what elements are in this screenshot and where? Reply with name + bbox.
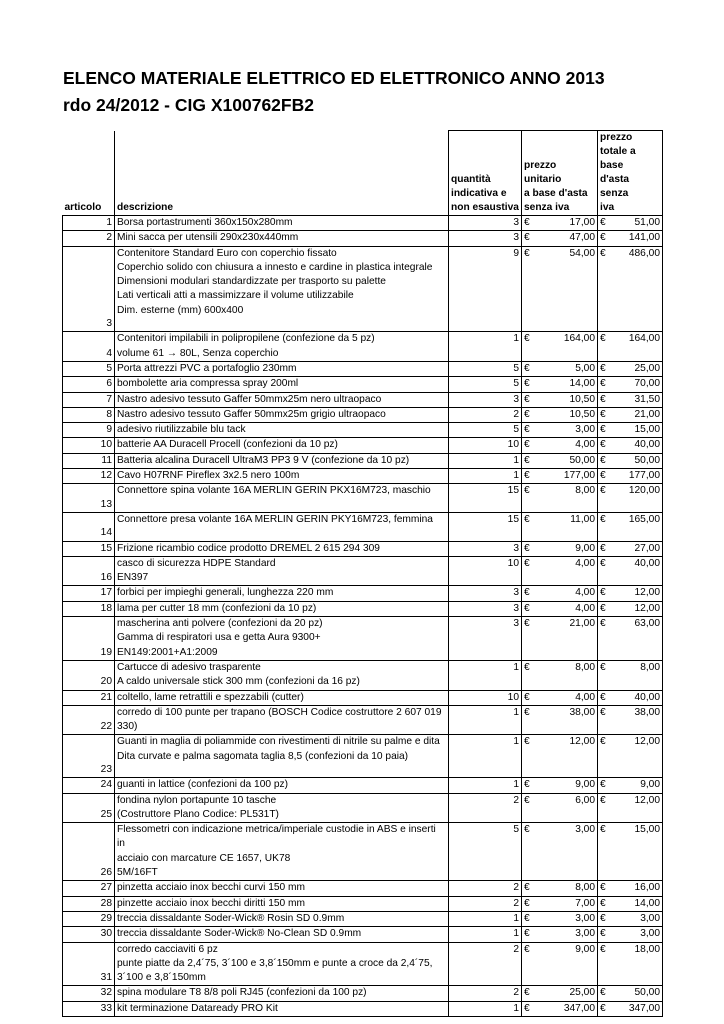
table-row [63, 617, 663, 661]
cell-prezzo-totale: 486,00 [614, 246, 663, 332]
cell-currency-totale: € [598, 793, 614, 823]
cell-currency-unitario: € [522, 484, 538, 513]
cell-quantita: 5 [449, 361, 522, 376]
cell-quantita: 3 [449, 617, 522, 661]
cell-currency-totale: € [598, 332, 614, 362]
table-row [63, 927, 663, 942]
cell-quantita: 9 [449, 246, 522, 332]
cell-articolo: 4 [63, 332, 115, 362]
cell-descrizione: fondina nylon portapunte 10 tasche (Costruttore Plano Codice: PL531T) [115, 793, 449, 823]
cell-currency-totale: € [598, 377, 614, 392]
cell-quantita: 1 [449, 911, 522, 926]
table-row [63, 423, 663, 438]
cell-quantita: 5 [449, 423, 522, 438]
cell-quantita: 1 [449, 1001, 522, 1016]
cell-prezzo-unitario: 9,00 [538, 541, 598, 556]
cell-articolo: 28 [63, 896, 115, 911]
cell-descrizione: Batteria alcalina Duracell UltraM3 PP3 9 V (confezione da 10 pz) [115, 453, 449, 468]
cell-prezzo-totale: 50,00 [614, 986, 663, 1001]
cell-quantita: 5 [449, 823, 522, 881]
cell-quantita: 5 [449, 377, 522, 392]
cell-descrizione: Connettore presa volante 16A MERLIN GERIN PKY16M723, femmina [115, 512, 449, 541]
cell-currency-unitario: € [522, 231, 538, 246]
cell-prezzo-totale: 165,00 [614, 512, 663, 541]
cell-currency-totale: € [598, 541, 614, 556]
cell-currency-unitario: € [522, 453, 538, 468]
cell-articolo: 26 [63, 823, 115, 881]
table-row [63, 896, 663, 911]
cell-prezzo-totale: 51,00 [614, 216, 663, 231]
cell-articolo: 20 [63, 660, 115, 690]
cell-quantita: 10 [449, 690, 522, 705]
cell-currency-unitario: € [522, 438, 538, 453]
cell-quantita: 1 [449, 927, 522, 942]
cell-currency-unitario: € [522, 407, 538, 422]
cell-prezzo-totale: 12,00 [614, 793, 663, 823]
cell-quantita: 2 [449, 407, 522, 422]
cell-prezzo-totale: 12,00 [614, 735, 663, 778]
cell-quantita: 1 [449, 453, 522, 468]
cell-currency-totale: € [598, 231, 614, 246]
cell-descrizione: pinzette acciaio inox becchi diritti 150 mm [115, 896, 449, 911]
cell-currency-totale: € [598, 881, 614, 896]
cell-articolo: 3 [63, 246, 115, 332]
table-row [63, 690, 663, 705]
cell-currency-unitario: € [522, 1001, 538, 1016]
cell-prezzo-unitario: 7,00 [538, 896, 598, 911]
cell-descrizione: Borsa portastrumenti 360x150x280mm [115, 216, 449, 231]
cell-descrizione: pinzetta acciaio inox becchi curvi 150 mm [115, 881, 449, 896]
cell-prezzo-totale: 347,00 [614, 1001, 663, 1016]
cell-currency-unitario: € [522, 823, 538, 881]
cell-descrizione: bombolette aria compressa spray 200ml [115, 377, 449, 392]
cell-currency-totale: € [598, 896, 614, 911]
cell-currency-totale: € [598, 392, 614, 407]
cell-currency-unitario: € [522, 927, 538, 942]
cell-prezzo-totale: 21,00 [614, 407, 663, 422]
cell-descrizione: Nastro adesivo tessuto Gaffer 50mmx25m nero ultraopaco [115, 392, 449, 407]
cell-prezzo-unitario: 38,00 [538, 705, 598, 735]
cell-currency-totale: € [598, 660, 614, 690]
cell-quantita: 1 [449, 735, 522, 778]
cell-articolo: 17 [63, 586, 115, 601]
table-body [63, 216, 663, 1017]
cell-prezzo-unitario: 4,00 [538, 601, 598, 616]
table-row [63, 469, 663, 484]
table-row [63, 823, 663, 881]
cell-descrizione: Contenitori impilabili in polipropilene (confezione da 5 pz) volume 61 → 80L, Senza coperchio [115, 332, 449, 362]
table-row [63, 942, 663, 986]
cell-prezzo-totale: 8,00 [614, 660, 663, 690]
table-row [63, 453, 663, 468]
cell-currency-totale: € [598, 453, 614, 468]
cell-currency-unitario: € [522, 601, 538, 616]
document-title [63, 65, 703, 119]
header-quantita: quantità indicativa e non esaustiva [449, 131, 522, 216]
cell-descrizione: Flessometri con indicazione metrica/imperiale custodie in ABS e inserti in acciaio con marcature CE 1657, UK78 5M/16FT [115, 823, 449, 881]
table-row [63, 541, 663, 556]
cell-currency-unitario: € [522, 942, 538, 986]
cell-articolo: 8 [63, 407, 115, 422]
cell-quantita: 1 [449, 705, 522, 735]
cell-descrizione: treccia dissaldante Soder-Wick® No-Clean SD 0.9mm [115, 927, 449, 942]
cell-currency-unitario: € [522, 705, 538, 735]
cell-descrizione: Nastro adesivo tessuto Gaffer 50mmx25m grigio ultraopaco [115, 407, 449, 422]
cell-currency-unitario: € [522, 986, 538, 1001]
cell-descrizione: spina modulare T8 8/8 poli RJ45 (confezioni da 100 pz) [115, 986, 449, 1001]
cell-prezzo-unitario: 12,00 [538, 735, 598, 778]
cell-prezzo-totale: 3,00 [614, 911, 663, 926]
cell-prezzo-totale: 15,00 [614, 423, 663, 438]
table-row [63, 601, 663, 616]
header-descrizione: descrizione [115, 131, 449, 216]
cell-currency-unitario: € [522, 469, 538, 484]
cell-currency-totale: € [598, 438, 614, 453]
cell-articolo: 2 [63, 231, 115, 246]
cell-currency-unitario: € [522, 778, 538, 793]
cell-currency-totale: € [598, 556, 614, 586]
cell-articolo: 21 [63, 690, 115, 705]
table-row [63, 705, 663, 735]
cell-prezzo-totale: 25,00 [614, 361, 663, 376]
cell-articolo: 24 [63, 778, 115, 793]
cell-prezzo-unitario: 164,00 [538, 332, 598, 362]
cell-currency-unitario: € [522, 660, 538, 690]
cell-prezzo-totale: 14,00 [614, 896, 663, 911]
cell-prezzo-unitario: 11,00 [538, 512, 598, 541]
cell-articolo: 16 [63, 556, 115, 586]
cell-articolo: 27 [63, 881, 115, 896]
table-row [63, 556, 663, 586]
cell-articolo: 5 [63, 361, 115, 376]
cell-articolo: 9 [63, 423, 115, 438]
table-row [63, 392, 663, 407]
table-row [63, 361, 663, 376]
cell-currency-unitario: € [522, 216, 538, 231]
header-prezzo-unitario: prezzo unitario a base d'asta senza iva [522, 131, 598, 216]
cell-prezzo-totale: 31,50 [614, 392, 663, 407]
cell-articolo: 14 [63, 512, 115, 541]
table-row [63, 216, 663, 231]
cell-prezzo-unitario: 8,00 [538, 660, 598, 690]
cell-prezzo-totale: 9,00 [614, 778, 663, 793]
cell-articolo: 22 [63, 705, 115, 735]
cell-prezzo-unitario: 8,00 [538, 484, 598, 513]
cell-currency-totale: € [598, 911, 614, 926]
cell-prezzo-unitario: 8,00 [538, 881, 598, 896]
cell-currency-totale: € [598, 927, 614, 942]
cell-currency-totale: € [598, 1001, 614, 1016]
cell-prezzo-unitario: 6,00 [538, 793, 598, 823]
cell-prezzo-unitario: 47,00 [538, 231, 598, 246]
cell-currency-unitario: € [522, 911, 538, 926]
table-row [63, 881, 663, 896]
cell-prezzo-unitario: 4,00 [538, 438, 598, 453]
cell-quantita: 1 [449, 660, 522, 690]
cell-currency-unitario: € [522, 881, 538, 896]
cell-currency-unitario: € [522, 793, 538, 823]
cell-descrizione: treccia dissaldante Soder-Wick® Rosin SD 0.9mm [115, 911, 449, 926]
cell-descrizione: lama per cutter 18 mm (confezioni da 10 pz) [115, 601, 449, 616]
cell-prezzo-unitario: 25,00 [538, 986, 598, 1001]
cell-currency-unitario: € [522, 246, 538, 332]
cell-prezzo-unitario: 3,00 [538, 423, 598, 438]
cell-currency-unitario: € [522, 423, 538, 438]
cell-quantita: 1 [449, 332, 522, 362]
cell-articolo: 31 [63, 942, 115, 986]
cell-prezzo-totale: 164,00 [614, 332, 663, 362]
title-line-2: rdo 24/2012 - CIG X100762FB2 [63, 95, 314, 115]
table-row [63, 332, 663, 362]
cell-currency-totale: € [598, 705, 614, 735]
cell-prezzo-totale: 15,00 [614, 823, 663, 881]
cell-articolo: 1 [63, 216, 115, 231]
cell-descrizione: Mini sacca per utensili 290x230x440mm [115, 231, 449, 246]
cell-quantita: 3 [449, 541, 522, 556]
cell-prezzo-unitario: 9,00 [538, 778, 598, 793]
cell-currency-unitario: € [522, 377, 538, 392]
cell-articolo: 19 [63, 617, 115, 661]
cell-currency-totale: € [598, 690, 614, 705]
cell-prezzo-totale: 40,00 [614, 438, 663, 453]
cell-prezzo-totale: 177,00 [614, 469, 663, 484]
cell-currency-unitario: € [522, 735, 538, 778]
header-row [63, 131, 663, 216]
cell-currency-unitario: € [522, 361, 538, 376]
cell-articolo: 23 [63, 735, 115, 778]
cell-articolo: 10 [63, 438, 115, 453]
cell-quantita: 2 [449, 942, 522, 986]
title-line-1: ELENCO MATERIALE ELETTRICO ED ELETTRONICO ANNO 2013 [63, 68, 605, 88]
cell-prezzo-totale: 120,00 [614, 484, 663, 513]
cell-prezzo-totale: 38,00 [614, 705, 663, 735]
table-row [63, 911, 663, 926]
cell-currency-totale: € [598, 216, 614, 231]
table-row [63, 512, 663, 541]
cell-descrizione: Connettore spina volante 16A MERLIN GERIN PKX16M723, maschio [115, 484, 449, 513]
cell-prezzo-totale: 27,00 [614, 541, 663, 556]
cell-quantita: 3 [449, 586, 522, 601]
cell-prezzo-unitario: 21,00 [538, 617, 598, 661]
cell-currency-totale: € [598, 469, 614, 484]
cell-descrizione: adesivo riutilizzabile blu tack [115, 423, 449, 438]
cell-quantita: 2 [449, 881, 522, 896]
cell-prezzo-totale: 63,00 [614, 617, 663, 661]
cell-currency-unitario: € [522, 617, 538, 661]
cell-descrizione: Frizione ricambio codice prodotto DREMEL 2 615 294 309 [115, 541, 449, 556]
cell-quantita: 3 [449, 601, 522, 616]
cell-quantita: 10 [449, 556, 522, 586]
cell-prezzo-totale: 70,00 [614, 377, 663, 392]
cell-currency-totale: € [598, 617, 614, 661]
table-row [63, 778, 663, 793]
cell-prezzo-totale: 50,00 [614, 453, 663, 468]
cell-quantita: 2 [449, 986, 522, 1001]
cell-prezzo-totale: 18,00 [614, 942, 663, 986]
cell-articolo: 6 [63, 377, 115, 392]
cell-articolo: 18 [63, 601, 115, 616]
cell-currency-unitario: € [522, 896, 538, 911]
cell-quantita: 10 [449, 438, 522, 453]
cell-articolo: 33 [63, 1001, 115, 1016]
cell-prezzo-unitario: 5,00 [538, 361, 598, 376]
cell-prezzo-unitario: 347,00 [538, 1001, 598, 1016]
cell-descrizione: corredo cacciaviti 6 pz punte piatte da 2,4´75, 3´100 e 3,8´150mm e punte a croce da 2,4´75, 3´100 e 3,8´150mm [115, 942, 449, 986]
cell-currency-totale: € [598, 823, 614, 881]
cell-currency-unitario: € [522, 392, 538, 407]
cell-prezzo-unitario: 10,50 [538, 392, 598, 407]
header-prezzo-totale: prezzo totale a base d'asta senza iva [598, 131, 663, 216]
cell-descrizione: mascherina anti polvere (confezioni da 20 pz) Gamma di respiratori usa e getta Aura 9300+ EN149:2001+A1:2009 [115, 617, 449, 661]
cell-articolo: 30 [63, 927, 115, 942]
cell-descrizione: Porta attrezzi PVC a portafoglio 230mm [115, 361, 449, 376]
cell-quantita: 2 [449, 793, 522, 823]
cell-currency-totale: € [598, 778, 614, 793]
cell-descrizione: Guanti in maglia di poliammide con rivestimenti di nitrile su palme e dita Dita curvate e palma sagomata taglia 8,5 (confezioni da 10 paia) [115, 735, 449, 778]
cell-prezzo-totale: 12,00 [614, 601, 663, 616]
cell-currency-totale: € [598, 735, 614, 778]
cell-prezzo-unitario: 50,00 [538, 453, 598, 468]
cell-prezzo-totale: 40,00 [614, 690, 663, 705]
cell-prezzo-unitario: 14,00 [538, 377, 598, 392]
table-row [63, 377, 663, 392]
table-row [63, 586, 663, 601]
cell-currency-totale: € [598, 407, 614, 422]
cell-currency-unitario: € [522, 586, 538, 601]
cell-prezzo-totale: 16,00 [614, 881, 663, 896]
table-row [63, 986, 663, 1001]
table-row [63, 660, 663, 690]
cell-prezzo-unitario: 177,00 [538, 469, 598, 484]
cell-quantita: 1 [449, 469, 522, 484]
cell-quantita: 3 [449, 231, 522, 246]
cell-articolo: 7 [63, 392, 115, 407]
cell-prezzo-unitario: 4,00 [538, 586, 598, 601]
cell-currency-totale: € [598, 484, 614, 513]
cell-currency-totale: € [598, 586, 614, 601]
cell-descrizione: corredo di 100 punte per trapano (BOSCH Codice costruttore 2 607 019 330) [115, 705, 449, 735]
cell-articolo: 12 [63, 469, 115, 484]
cell-descrizione: guanti in lattice (confezioni da 100 pz) [115, 778, 449, 793]
cell-currency-unitario: € [522, 541, 538, 556]
cell-quantita: 3 [449, 392, 522, 407]
cell-prezzo-totale: 12,00 [614, 586, 663, 601]
cell-prezzo-totale: 3,00 [614, 927, 663, 942]
cell-descrizione: forbici per impieghi generali, lunghezza 220 mm [115, 586, 449, 601]
cell-articolo: 15 [63, 541, 115, 556]
cell-currency-unitario: € [522, 556, 538, 586]
cell-currency-totale: € [598, 361, 614, 376]
cell-quantita: 15 [449, 512, 522, 541]
cell-descrizione: Cavo H07RNF Pireflex 3x2.5 nero 100m [115, 469, 449, 484]
cell-articolo: 25 [63, 793, 115, 823]
table-row [63, 793, 663, 823]
cell-descrizione: kit terminazione Dataready PRO Kit [115, 1001, 449, 1016]
cell-currency-unitario: € [522, 332, 538, 362]
cell-quantita: 1 [449, 778, 522, 793]
cell-descrizione: coltello, lame retrattili e spezzabili (cutter) [115, 690, 449, 705]
cell-articolo: 11 [63, 453, 115, 468]
cell-currency-totale: € [598, 423, 614, 438]
cell-quantita: 2 [449, 896, 522, 911]
cell-currency-totale: € [598, 246, 614, 332]
cell-prezzo-unitario: 3,00 [538, 927, 598, 942]
cell-currency-totale: € [598, 601, 614, 616]
cell-currency-unitario: € [522, 512, 538, 541]
materials-table [62, 130, 663, 1017]
cell-prezzo-unitario: 10,50 [538, 407, 598, 422]
cell-prezzo-unitario: 4,00 [538, 556, 598, 586]
cell-prezzo-totale: 40,00 [614, 556, 663, 586]
cell-quantita: 15 [449, 484, 522, 513]
table-row [63, 438, 663, 453]
cell-prezzo-unitario: 4,00 [538, 690, 598, 705]
table-row [63, 735, 663, 778]
cell-currency-totale: € [598, 986, 614, 1001]
cell-currency-unitario: € [522, 690, 538, 705]
cell-prezzo-unitario: 3,00 [538, 823, 598, 881]
table-row [63, 484, 663, 513]
cell-prezzo-unitario: 9,00 [538, 942, 598, 986]
cell-articolo: 13 [63, 484, 115, 513]
cell-prezzo-totale: 141,00 [614, 231, 663, 246]
table-row [63, 407, 663, 422]
cell-descrizione: Contenitore Standard Euro con coperchio fissato Coperchio solido con chiusura a innesto e cardine in plastica integrale Dimensioni modulari standardizzate per trasporto su palette Lati verticali atti a massimizzare il volume utilizzabile Dim. esterne (mm) 600x400 [115, 246, 449, 332]
table-row [63, 246, 663, 332]
cell-currency-totale: € [598, 512, 614, 541]
table-row [63, 231, 663, 246]
header-articolo: articolo [63, 131, 115, 216]
cell-articolo: 29 [63, 911, 115, 926]
cell-prezzo-unitario: 17,00 [538, 216, 598, 231]
cell-currency-totale: € [598, 942, 614, 986]
cell-descrizione: casco di sicurezza HDPE Standard EN397 [115, 556, 449, 586]
cell-quantita: 3 [449, 216, 522, 231]
table-row [63, 1001, 663, 1016]
cell-prezzo-unitario: 3,00 [538, 911, 598, 926]
cell-prezzo-unitario: 54,00 [538, 246, 598, 332]
cell-articolo: 32 [63, 986, 115, 1001]
cell-descrizione: Cartucce di adesivo trasparente A caldo universale stick 300 mm (confezioni da 16 pz) [115, 660, 449, 690]
cell-descrizione: batterie AA Duracell Procell (confezioni da 10 pz) [115, 438, 449, 453]
